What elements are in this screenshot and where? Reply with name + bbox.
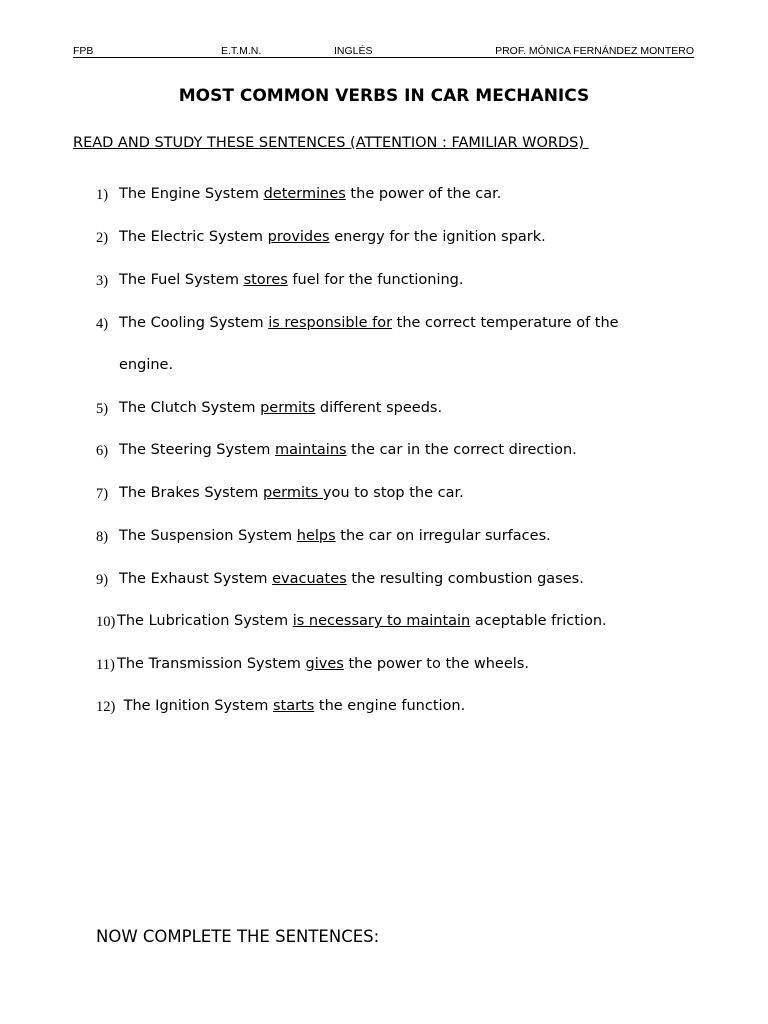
item-number: 12) [96,699,116,715]
item-subject: The Fuel System [119,272,244,288]
item-number: 5) [96,401,109,417]
instructions-text: READ AND STUDY THESE SENTENCES (ATTENTION : FAMILIAR WORDS) [73,135,589,151]
item-rest: energy for the ignition spark. [329,229,546,245]
item-text [119,184,501,204]
item-rest: the resulting combustion gases. [346,571,584,587]
item-rest: the power to the wheels. [343,656,529,672]
item-text [119,440,577,460]
item-verb: starts [272,698,315,714]
item-subject: The Lubrication System [117,613,293,629]
item-subject: The Transmission System [117,656,306,672]
item-text [119,483,464,503]
item-number: 3) [96,273,109,289]
header-program: E.T.M.N. [221,45,262,57]
item-subject: The Ignition System [119,698,273,714]
item-number: 10) [96,614,116,630]
complete-sentences-heading: NOW COMPLETE THE SENTENCES: [96,927,380,946]
item-subject: The Steering System [119,442,275,458]
item-verb: is responsible for [268,315,393,331]
item-verb: permits [263,485,323,501]
header-subject: INGLÉS [334,45,373,57]
item-rest: aceptable friction. [470,613,607,629]
item-number: 4) [96,316,109,332]
item-rest: fuel for the functioning. [287,272,464,288]
item-rest: the correct temperature of the [392,315,619,331]
item-verb: permits [260,400,316,416]
page-header [73,43,694,58]
item-number: 8) [96,529,109,545]
item-rest: the car in the correct direction. [346,442,577,458]
item-rest: the power of the car. [345,186,502,202]
item-verb: gives [305,656,344,672]
page-title: MOST COMMON VERBS IN CAR MECHANICS [178,86,590,106]
item-continuation: engine. [119,357,174,373]
item-number: 2) [96,230,109,246]
item-rest: different speeds. [315,400,443,416]
item-text [119,227,546,247]
item-verb: stores [243,272,288,288]
item-subject: The Cooling System [119,315,269,331]
item-text [119,526,551,546]
item-rest: the engine function. [314,698,466,714]
item-subject: The Electric System [119,229,268,245]
item-rest: the car on irregular surfaces. [335,528,551,544]
item-text [119,270,463,290]
item-text [119,696,465,716]
item-subject: The Brakes System [119,485,264,501]
item-verb: provides [267,229,330,245]
item-number: 9) [96,572,109,588]
item-verb: is necessary to maintain [292,613,471,629]
item-number: 6) [96,443,109,459]
item-text [117,654,529,674]
item-text [117,611,607,631]
item-number: 1) [96,187,109,203]
header-course: FPB [73,45,94,57]
item-text [119,313,619,333]
item-text [119,569,584,589]
item-verb: evacuates [272,571,347,587]
item-subject: The Suspension System [119,528,297,544]
header-teacher: PROF. MÓNICA FERNÁNDEZ MONTERO [495,45,694,57]
item-verb: helps [296,528,336,544]
item-number: 11) [96,657,115,673]
item-subject: The Engine System [119,186,264,202]
item-subject: The Exhaust System [119,571,273,587]
item-rest: you to stop the car. [322,485,464,501]
item-subject: The Clutch System [119,400,261,416]
item-text [119,398,442,418]
item-verb: determines [263,186,346,202]
item-verb: maintains [274,442,347,458]
item-number: 7) [96,486,109,502]
